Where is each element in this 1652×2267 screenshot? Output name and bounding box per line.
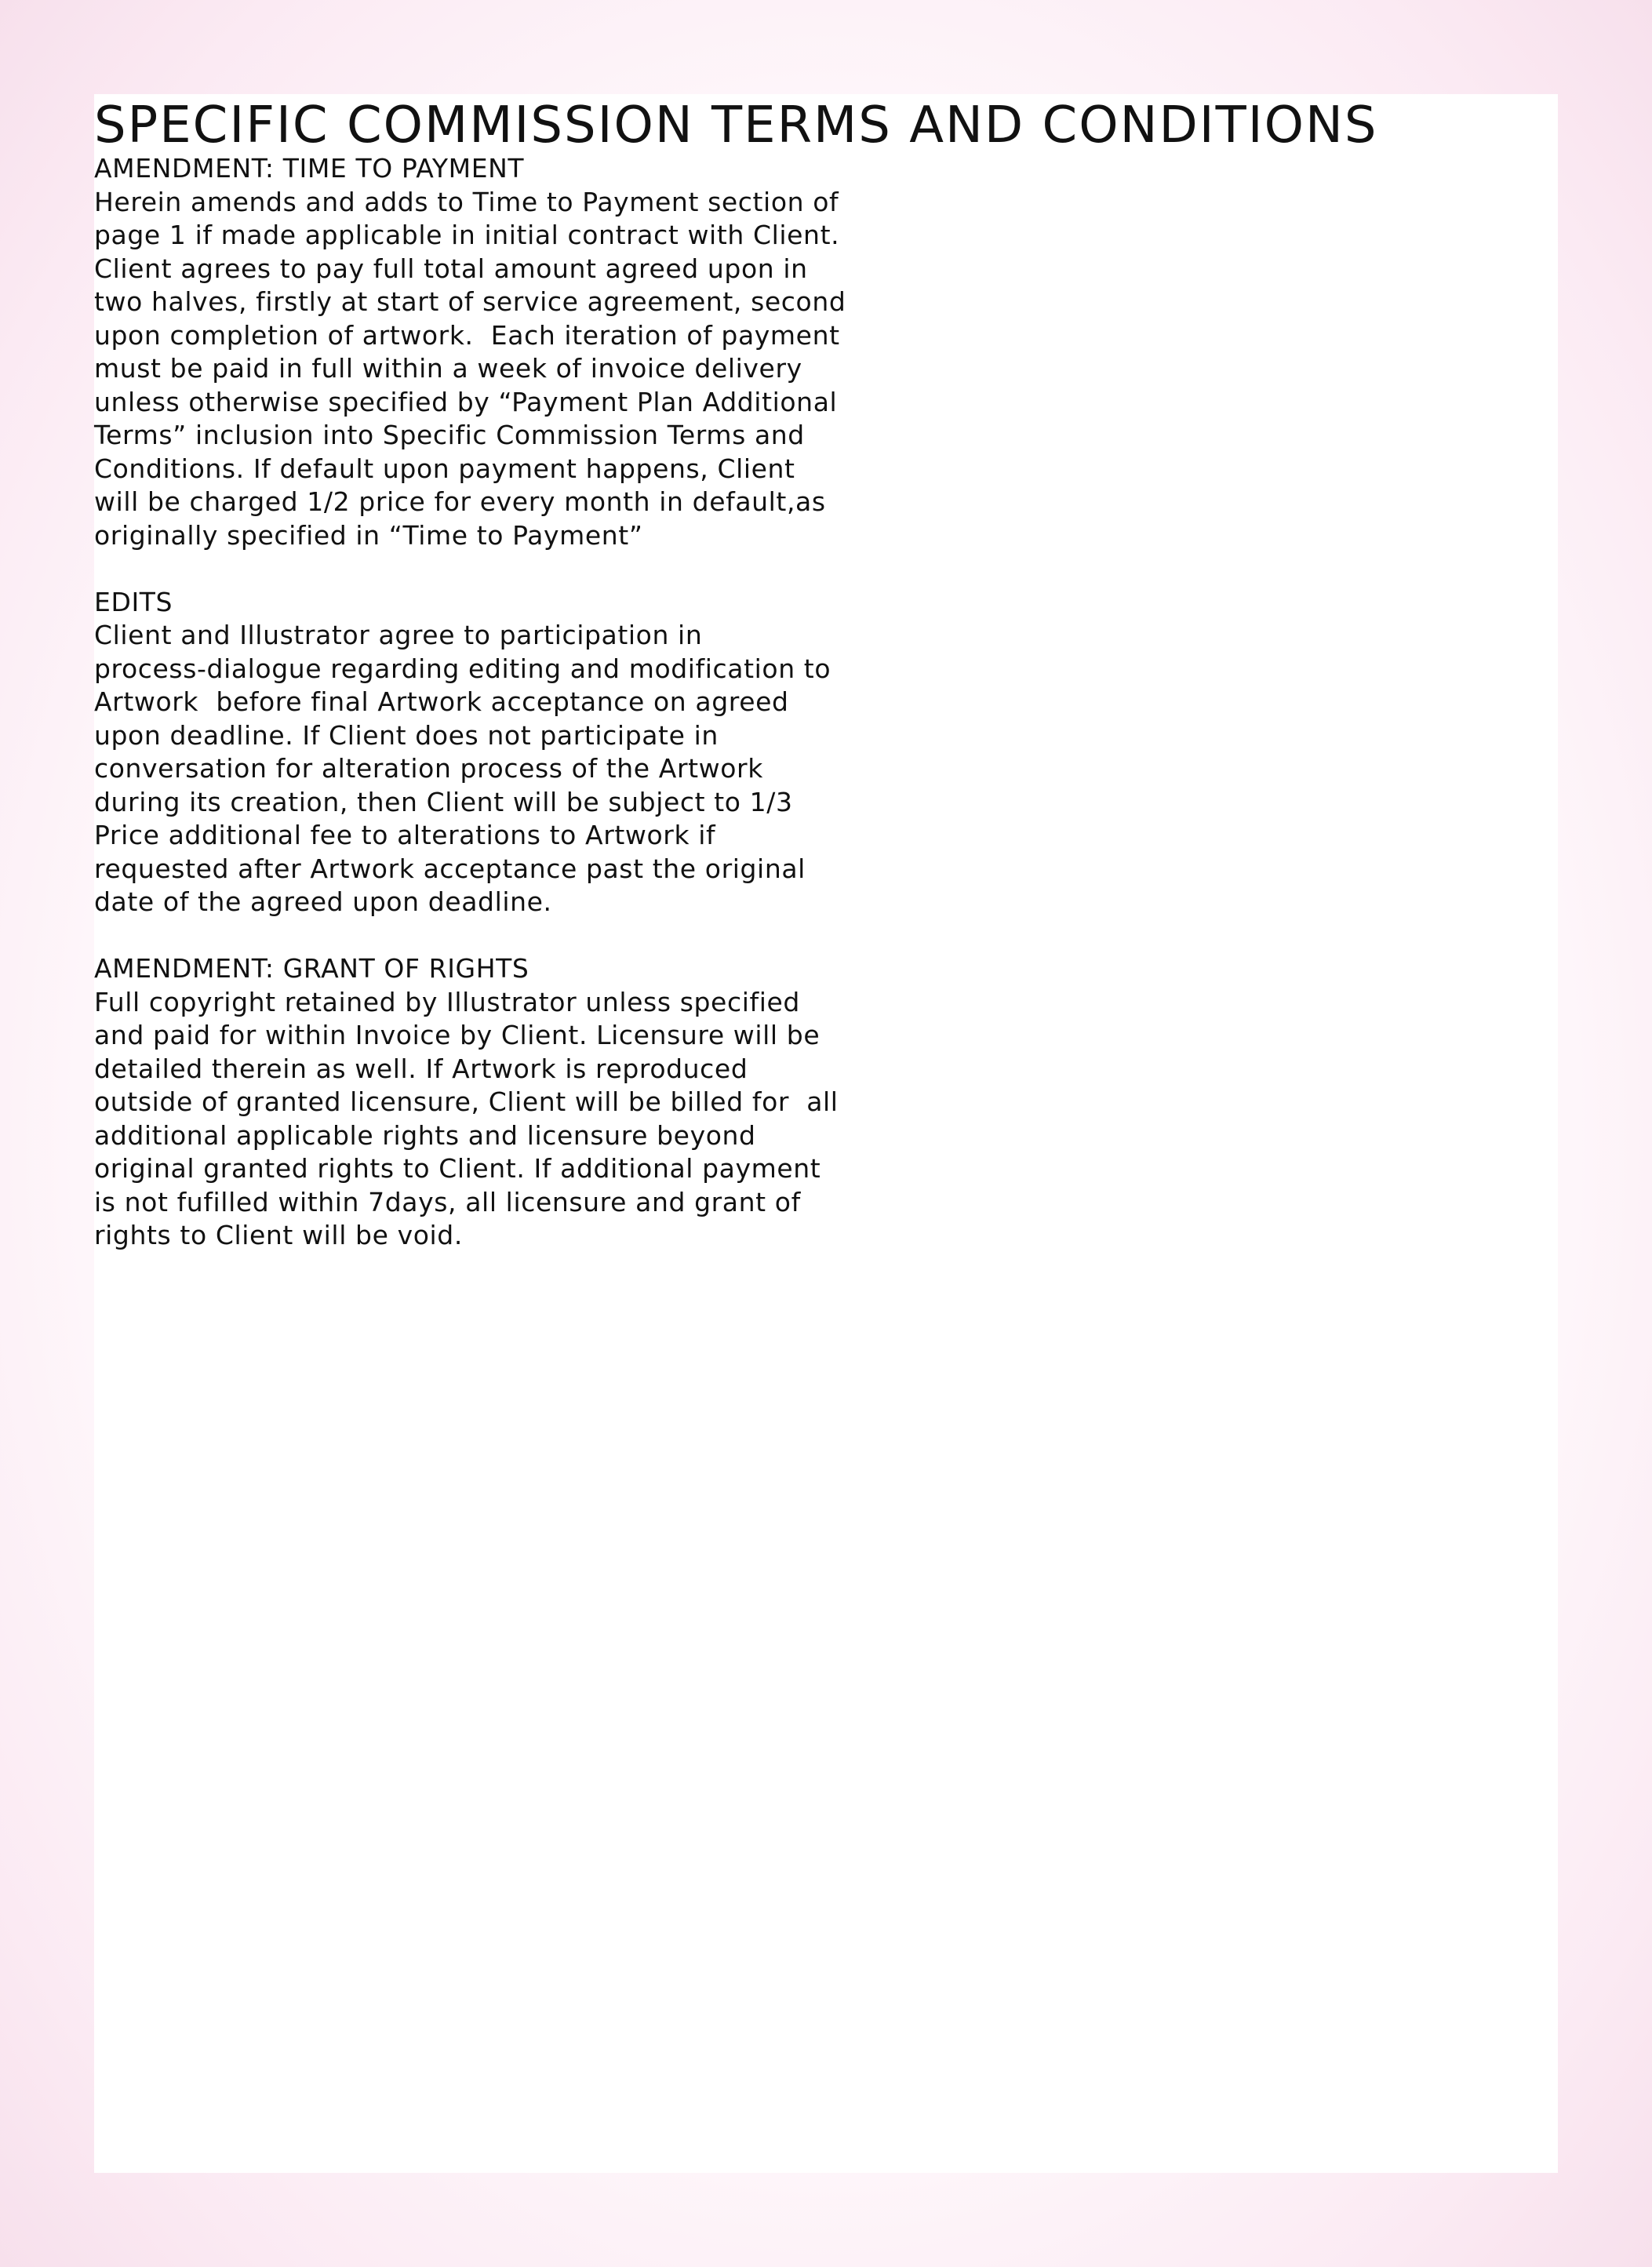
document-page: [94, 94, 1558, 2173]
paragraph-line: Client and Illustrator agree to participation in: [94, 620, 703, 650]
paragraph-line: rights to Client will be void.: [94, 1220, 463, 1250]
paragraph-line: Conditions. If default upon payment happens, Client: [94, 453, 795, 484]
paragraph-line: additional applicable rights and licensure beyond: [94, 1119, 756, 1151]
paragraph-line: requested after Artwork acceptance past the original: [94, 853, 806, 884]
document-body: [94, 152, 847, 1286]
paragraph-line: conversation for alteration process of the Artwork: [94, 753, 763, 784]
paragraph-line: date of the agreed upon deadline.: [94, 886, 552, 917]
paragraph-line: outside of granted licensure, Client will be billed for all: [94, 1086, 839, 1117]
paragraph-line: and paid for within Invoice by Client. Licensure will be: [94, 1020, 821, 1050]
paragraph-line: Price additional fee to alterations to Artwork if: [94, 820, 716, 850]
section-heading: EDITS: [94, 586, 173, 617]
paragraph-line: original granted rights to Client. If additional payment: [94, 1153, 821, 1184]
paragraph-line: upon completion of artwork. Each iteration of payment: [94, 319, 840, 351]
section-heading: AMENDMENT: TIME TO PAYMENT: [94, 153, 525, 184]
paragraph-line: during its creation, then Client will be subject to 1/3: [94, 786, 793, 817]
paragraph-line: Full copyright retained by Illustrator unless specified: [94, 986, 800, 1017]
paragraph-line: must be paid in full within a week of invoice delivery: [94, 353, 802, 384]
section-edits: [94, 586, 847, 919]
paragraph-line: process-dialogue regarding editing and modification to: [94, 653, 831, 684]
paragraph-line: upon deadline. If Client does not participate in: [94, 719, 719, 751]
paragraph-line: detailed therein as well. If Artwork is reproduced: [94, 1053, 748, 1084]
paragraph-line: Terms” inclusion into Specific Commission Terms and: [94, 420, 805, 450]
paragraph-line: Herein amends and adds to Time to Payment section of: [94, 186, 839, 217]
paragraph-line: Artwork before final Artwork acceptance on agreed: [94, 686, 789, 717]
paragraph-line: unless otherwise specified by “Payment Plan Additional: [94, 386, 838, 417]
paragraph-line: originally specified in “Time to Payment”: [94, 519, 643, 551]
section-heading: AMENDMENT: GRANT OF RIGHTS: [94, 953, 529, 984]
page-title: SPECIFIC COMMISSION TERMS AND CONDITIONS: [94, 96, 1378, 155]
paragraph-line: Client agrees to pay full total amount agreed upon in: [94, 253, 808, 284]
paragraph-line: page 1 if made applicable in initial contract with Client.: [94, 220, 840, 250]
section-grant-of-rights: [94, 952, 847, 1253]
paragraph-line: will be charged 1/2 price for every month in default,as: [94, 486, 826, 517]
section-time-to-payment: [94, 152, 847, 552]
paragraph-line: two halves, firstly at start of service agreement, second: [94, 286, 846, 317]
paragraph-line: is not fufilled within 7days, all licensure and grant of: [94, 1186, 801, 1217]
